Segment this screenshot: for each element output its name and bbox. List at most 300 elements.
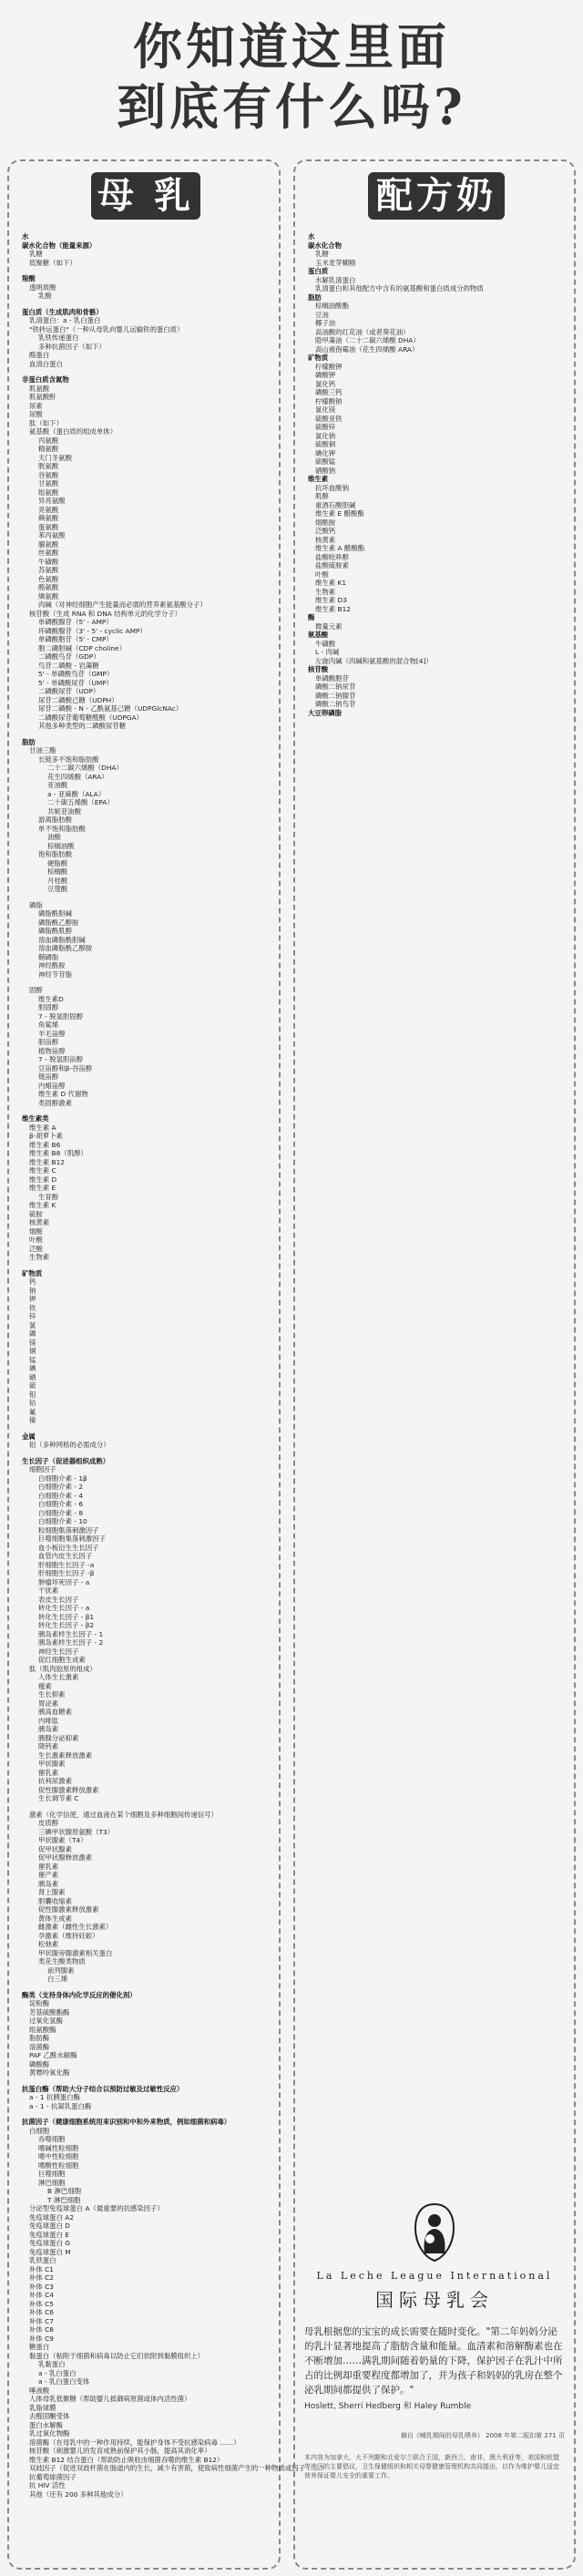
list-spacer [22,2110,271,2118]
list-item: 羊毛甾醇 [38,1029,66,1038]
category-heading: 维生素 [308,475,329,483]
list-item: 补体 C8 [29,2325,54,2334]
list-item: 生物素 [315,587,336,596]
footnote: 本内容为加拿大、大不列颠和北爱尔兰联合王国，新西兰、南非，澳大利亚等，美国和欧盟等地区的主要倡议，卫生保健组织和相关母婴健康管理机构共同提出，以作为维护婴儿适宜营养保证婴儿安全的重要工作。 [304,2454,559,2479]
list-item: 亮氨酸 [38,505,59,514]
list-item: 环磷酸腺苷（3' - 5' - cyclic AMP） [38,626,147,635]
category-heading: 酶 [308,613,315,621]
list-item: 钾 [29,1295,36,1303]
list-item: 唾液酸 [29,2386,50,2395]
list-item: 抗利尿激素 [38,1777,72,1785]
list-item: 免疫球蛋白 M [29,2247,71,2256]
list-item: 磷脂酰肌醇 [38,927,72,935]
list-item: 多种抗菌因子（如下） [38,342,106,351]
list-item: 磷酸二钠尿苷 [315,682,356,691]
list-item: 组氨酸酶 [29,2025,56,2034]
list-item: 豆油 [315,310,329,319]
list-item: 亚油酸 [47,781,68,789]
list-item: 二十二碳六烯酸（DHA） [47,764,123,772]
list-item: 鞘磷脂 [38,952,59,961]
list-item: 促红细胞生成素 [38,1656,86,1664]
list-item: 磷酸酶 [29,2059,50,2068]
list-item: 甘氨酸 [38,479,59,487]
list-item: 肉碱（对神经细胞产生能量而必需的营养素氨基酸分子） [38,600,207,609]
list-item: 二磷酸尿苷葡萄糖醛酸（UDPGA） [38,713,144,722]
list-item: 细胞因子 [29,1465,56,1473]
org-block [304,2202,565,2480]
list-item: 泛酸钙 [315,527,336,535]
list-item: 磷脂酰乙醇胺 [38,918,79,927]
list-item: 促性腺激素释放激素 [38,1905,99,1914]
list-item: 蛋白水解酶 [29,2420,63,2429]
list-item: 钙 [29,1278,36,1286]
list-item: 生长激素释放激素 [38,1750,93,1760]
list-item: 甲状腺素（T4） [38,1836,87,1844]
list-item: 脯氨酸 [38,539,59,549]
list-item: 肿瘤坏死因子 - a [38,1577,90,1586]
list-item: 生物素 [29,1253,50,1261]
list-item: 游离脂肪酸 [38,816,72,824]
list-item: 硒 [29,1372,36,1381]
list-item: 精氨酸 [38,445,59,453]
list-item: 维生素 B12 结合蛋白（帮助防止吸收由细菌吞噬的维生素 B12） [29,2455,224,2464]
list-item: "铁转运蛋白"（一种从母乳向婴儿运输铁的蛋白质） [29,324,184,334]
list-item: 碘 [29,1364,36,1372]
list-spacer [22,1984,271,1991]
list-item: 牛磺酸 [315,639,336,648]
list-item: 乳黏蛋白 [38,2360,66,2368]
list-item: 补体 C7 [29,2316,54,2325]
formula-heading: 配方奶 [368,172,505,220]
list-item: 盐酸吡哆醇 [315,552,349,561]
list-item: 异亮氨酸 [38,497,66,505]
list-item: 双歧因子（促进双歧杆菌在肠道内的生长，减少有害菌，使致病性细菌产生的一种物质或因子 ……） [29,2464,328,2472]
list-item: 维生素 B12 [29,1157,65,1166]
list-item: 隐甲藻油（二十二碳六烯酸 DHA） [315,336,420,344]
list-item: 长链多不饱和脂肪酸 [38,754,99,764]
list-item: 去醛固酮受体 [29,2412,70,2420]
list-item: 黏蛋白（粘附于细菌和病毒以防止它们依附到黏膜组织上） [29,2351,205,2360]
list-item: β-胡萝卜素 [29,1132,63,1140]
list-item: 瘦素 [38,1681,52,1690]
list-item: 磷脂 [29,900,43,909]
list-item: a - 乳白蛋白变体 [38,2377,90,2386]
list-item: 核苷酸（生成 RNA 和 DNA 结构单元的化学分子） [29,609,182,618]
list-spacer [22,1450,271,1457]
list-item: 巨噬细胞集落刺激因子 [38,1534,106,1543]
list-item: 7 - 脱氢胆甾醇 [38,1055,84,1063]
category-heading: 蛋白质（生成肌肉和骨骼） [22,307,103,316]
list-item: 缬氨酸 [38,591,59,600]
list-item: 白细胞介素 - 4 [38,1491,84,1500]
list-item: 锰 [29,1355,36,1364]
list-spacer [22,894,271,901]
list-item: 硫酸锌 [315,423,336,431]
category-heading: 矿物质 [22,1268,43,1278]
list-item: 催乳素 [38,1768,59,1777]
list-item: L - 肉碱 [315,648,340,656]
list-item: 棕榈油酸酯 [315,302,349,310]
list-item: 促甲状腺释放激素 [38,1853,93,1862]
list-item: 补体 C1 [29,2264,54,2273]
list-item: 单不饱和脂肪酸 [38,824,86,833]
list-item: 酪蛋白 [29,351,50,359]
breastmilk-heading: 母 乳 [91,172,200,220]
list-item: 皮质醇 [38,1819,59,1827]
category-heading: 蛋白质 [308,267,329,275]
list-item: 镍 [29,1416,36,1424]
list-item: 乳铁蛋白 [29,2256,56,2264]
list-item: 磷酸二钠鸟苷 [315,700,356,708]
list-item: 促性腺激素释放激素 [38,1785,99,1794]
list-item: 单磷酸胞苷（5' - CMP） [38,635,113,643]
list-item: 其他多种类型的二磷酸尿苷糖 [38,722,127,730]
list-item: 肝细胞生长因子 -β [38,1569,95,1577]
list-item: 苯丙氨酸 [38,531,66,539]
list-item: 磷脂酰胆碱 [38,909,72,918]
list-item: 淀粉酶 [29,1999,50,2007]
list-item: 糖蛋白 [29,2343,50,2351]
list-item: 乳过氧化物酶 [29,2429,70,2437]
list-item: 尿苷二磷酸 - N - 乙酰氨基己糖（UDPGlcNAc） [38,704,183,713]
list-item: 氟 [29,1407,36,1416]
category-heading: 氨基酸 [308,631,329,639]
list-item: 催乳素 [38,1862,59,1871]
list-item: 钼 [29,1390,36,1399]
list-item: 盐酸硫胺素 [315,561,349,570]
list-item: 柠檬酸钾 [315,362,343,371]
list-item: 内啡肽 [38,1716,59,1725]
list-item: 类花生酸类物质 [38,1957,86,1965]
list-item: 胰高血糖素 [38,1708,72,1716]
list-item: 胆囊收缩素 [38,1896,72,1905]
list-item: 乳清蛋白和其他配方中含有的氨基酸和蛋白质成分的物质 [315,284,484,292]
list-item: 钠 [29,1286,36,1295]
list-item: 尿苷二磷酸己糖（UDPH） [38,695,118,704]
list-item: 左旋肉碱（肉碱和氨基酸的混合物[4]） [315,656,433,665]
list-item: 硫 [29,1381,36,1390]
list-item: 内蜡甾醇 [38,1081,66,1090]
list-item: 维生素 D [29,1175,57,1184]
list-item: 铝（多种网格的必需成分） [29,1441,110,1449]
list-item: 胰岛素 [38,1879,59,1888]
list-item: 尿素 [29,401,43,410]
category-heading: 碳水化合物 [308,241,342,250]
category-heading: 抗菌因子（健康细胞系统用来识别和中和外来物质，例如细菌和病毒） [22,2118,231,2126]
list-item: 氯化镁 [315,405,336,414]
list-item: 微量元素 [315,621,343,631]
list-item: T 淋巴细胞 [47,2195,81,2204]
list-item: 白三烯 [47,1975,68,1983]
list-item: 氨基酸（蛋白质的组成单体） [29,427,118,436]
list-item: 白细胞介素 - 1β [38,1473,87,1483]
list-item: 花生四烯酸（ARA） [47,772,108,781]
category-heading: 非蛋白质含氮物 [22,375,69,384]
list-item: 尿酸 [29,410,43,418]
list-item: 白细胞介素 - 6 [38,1500,84,1508]
list-item: 维生素 A [29,1123,56,1132]
list-item: 7 - 脱氢胆固醇 [38,1011,84,1021]
list-item: 油酸 [47,833,61,841]
list-item: 硒酸钠 [315,466,336,475]
list-item: 白细胞介素 - 10 [38,1517,87,1525]
list-item: 肽（肌肉胶原的组成） [29,1664,97,1673]
list-item: 吞噬细胞 [38,2135,66,2143]
list-item: 乳糖 [29,250,43,258]
list-item: 乳酸 [38,292,52,300]
list-item: 补体 C2 [29,2273,54,2282]
list-item: 硫酸铜 [315,440,336,448]
list-item: 其他（还有 200 多种其他成分） [29,2489,128,2499]
list-item: 磷酸二钠腺苷 [315,691,356,700]
list-item: 胰岛素样生长因子 - 2 [38,1638,104,1647]
list-item: 甲状腺素 [38,1760,66,1768]
list-item: 镁 [29,1338,36,1347]
list-item: 雌激素（雌性生长激素） [38,1923,113,1931]
list-item: 角鲨烯 [38,1021,59,1029]
list-item: 核黄素 [29,1218,50,1226]
list-item: 硫酸锰 [315,457,336,466]
list-item: 柠檬酸钠 [315,396,343,405]
list-spacer [22,2078,271,2085]
list-item: 甲状腺旁腺激素相关蛋白 [38,1948,113,1957]
list-item: 二十碳五烯酸（EPA） [47,798,114,806]
list-spacer [22,731,271,738]
category-heading: 核苷酸 [308,665,329,673]
list-item: a - 亚麻酸（ALA） [47,789,106,798]
list-item: 椰子油 [315,319,336,327]
list-item: 抗 HIV 活性 [29,2481,66,2489]
list-item: 粒细胞集落刺激因子 [38,1525,99,1534]
org-name-cn: 国际母乳会 [375,2289,494,2311]
list-item: 激素（化学信使，通过血液在某个细胞及多种细胞间传递信号） [29,1810,218,1819]
list-item: 氯化钠 [315,431,336,440]
list-item: 溶血磷脂酰胆碱 [38,935,86,944]
list-item: 胆固醇 [38,1003,59,1011]
list-item: 植物甾醇 [38,1046,66,1055]
list-item: 神经节苷脂 [38,970,72,979]
list-item: 神经酰胺 [38,961,66,970]
list-item: 月桂酸 [47,876,68,885]
list-item: 烟酸 [29,1226,43,1236]
list-item: 硬脂酸 [47,858,68,867]
list-item: 血小板衍生生长因子 [38,1543,99,1552]
list-item: 磷酸钾 [315,371,336,379]
list-item: 胞二磷胆碱（CDP choline） [38,643,126,652]
list-item: 透明质酸 [29,282,56,292]
list-item: 免疫球蛋白 E [29,2230,69,2239]
list-item: 肌氨酸 [29,384,50,393]
list-item: 前列腺素 [47,1965,75,1975]
list-spacer [22,301,271,308]
list-item: 棕榈酸 [47,867,68,876]
list-item: 5' - 单磷酸尿苷（UMP） [38,678,114,687]
list-spacer [22,1803,271,1811]
list-item: 补体 C9 [29,2334,54,2343]
list-item: 淋巴细胞 [38,2178,66,2187]
list-item: 色氨酸 [38,574,59,583]
list-spacer [22,368,271,375]
list-item: 重酒石酸胆碱 [315,500,356,509]
list-item: 磷酸三钙 [315,388,343,396]
list-item: 免疫球蛋白 G [29,2239,71,2247]
list-item: 肽（如下） [29,418,63,427]
list-item: 胃泌素 [38,1699,59,1708]
list-item: PAF 乙酰水解酶 [29,2051,77,2059]
list-item: 磷 [29,1329,36,1338]
list-item: 分泌型免疫球蛋白 A（最重要的抗感染因子） [29,2204,164,2212]
la-leche-league-logo-icon [410,2202,459,2263]
list-item: 5' - 单磷酸鸟苷（GMP） [38,670,114,678]
list-item: 胆甾醇 [38,1038,59,1046]
list-item: 叶酸 [29,1236,43,1244]
list-item: 维生素 B12 [315,604,351,613]
list-item: 转化生长因子 - β2 [38,1621,95,1629]
list-item: 神经生长因子 [38,1647,79,1656]
list-item: 嗜碱性粒细胞 [38,2143,79,2152]
list-item: B 淋巴细胞 [47,2187,81,2195]
list-item: 天门冬氨酸 [38,453,72,462]
list-item: 单磷酸腺苷（5' - AMP） [38,618,113,626]
list-item: 铁 [29,1303,36,1312]
list-item: 免疫球蛋白 A2 [29,2212,75,2222]
list-item: 组氨酸 [38,487,59,497]
list-item: 维生素 B6 [29,1140,61,1149]
list-item: 丙氨酸 [38,436,59,445]
list-item: 乳脂球膜 [29,2403,56,2412]
category-heading: 酶类（支持身体内化学反应的催化剂） [22,1990,137,1999]
list-item: 转化生长因子 - β1 [38,1612,95,1621]
category-heading: 抗蛋白酶（帮助大分子结合以预防过敏及过敏性反应） [22,2084,184,2093]
list-item: 补体 C4 [29,2291,54,2299]
list-item: 氯 [29,1320,36,1329]
category-heading: 水 [22,232,29,241]
list-item: 维生素 E 醋酸酯 [315,509,364,518]
list-item: 血清白蛋白 [29,359,63,368]
list-item: 维生素 C [29,1166,56,1175]
list-item: 玉米麦芽糊精 [315,258,356,267]
list-item: 人体生长激素 [38,1673,79,1681]
list-item: 表皮生长因子 [38,1595,79,1604]
list-item: 核黄素 [315,535,336,544]
list-item: 碘化钾 [315,448,336,457]
list-item: 固醇 [29,986,43,994]
list-item: 链甾醇 [38,1072,59,1081]
list-item: 肝细胞生长因子 -a [38,1560,95,1569]
title-line-1: 你知道这里面 [133,17,450,76]
list-item: 硫胺 [29,1209,43,1218]
list-item: 苏氨酸 [38,566,59,574]
list-item: 维生素D [38,994,64,1003]
list-item: 牛磺酸 [38,557,59,566]
list-item: 氯化钙 [315,379,336,388]
list-item: 孕激素（维持妊娠） [38,1931,99,1940]
list-item: 三碘甲状腺原氨酸（T3） [38,1827,115,1836]
list-item: 水解乳清蛋白 [315,275,356,284]
list-item: 降钙素 [38,1742,59,1750]
list-item: 低聚糖（如下） [29,258,77,267]
category-heading: 脂肪 [308,292,322,302]
list-item: 蛋氨酸 [38,522,59,531]
quote-credit: Hoslett, Sherri Hedberg 和 Haley Rumble [304,2402,472,2411]
list-item: 补体 C6 [29,2308,54,2316]
list-item: 白细胞介素 - 2 [38,1483,84,1491]
list-item: 补体 C3 [29,2282,54,2291]
list-item: 维生素 D 代谢物 [38,1090,88,1098]
list-item: 生长调节素 C [38,1794,79,1802]
category-heading: 水 [308,232,315,241]
list-item: 肾上腺素 [38,1888,66,1896]
formula-column [293,159,576,2570]
list-item: 巨噬细胞 [38,2170,66,2178]
category-heading: 脂肪 [22,737,36,746]
list-item: 维生素 B8（肌醇） [29,1149,87,1157]
list-item: 生长抑素 [38,1690,66,1699]
list-item: 转化生长因子 - a [38,1604,90,1612]
list-item: 乳清蛋白：a - 乳白蛋白 [29,316,101,324]
list-item: 维生素 D3 [315,596,347,604]
list-item: 抗坏血酸钠 [315,483,349,492]
category-heading: 大豆卵磷脂 [308,708,342,717]
list-item: 血管内皮生长因子 [38,1552,93,1560]
list-item: 赖氨酸 [38,514,59,522]
list-item: 硫酸亚铁 [315,414,343,423]
list-item: 胰岛素样生长因子 - 1 [38,1629,104,1638]
category-heading: 矿物质 [308,354,329,362]
list-item: a - 乳白蛋白 [38,2368,77,2377]
list-item: a - 1 抗胰蛋白酶 [29,2093,80,2101]
category-heading: 生长因子（促进器组织成熟） [22,1456,110,1465]
list-item: 嗜中性粒细胞 [38,2152,79,2160]
list-item: 催产素 [38,1871,59,1879]
title-line-2: 到底有什么吗? [117,77,466,136]
list-item: 钴 [29,1399,36,1407]
list-item: 铜 [29,1347,36,1355]
list-item: 生育酚 [38,1192,59,1201]
list-item: 促甲状腺素 [38,1844,72,1853]
list-item: 免疫球蛋白 D [29,2222,70,2230]
category-heading: 羧酸 [22,274,36,282]
list-item: 维生素 A 醋酸酯 [315,544,365,552]
list-item: 肌醇 [315,492,329,500]
list-item: 豆蔻酸 [47,885,68,893]
list-item: 高油酸的红花油（或者葵花油） [315,327,410,336]
list-item: 干扰素 [38,1586,59,1595]
list-item: 甘油三酯 [29,746,56,754]
list-item: 维生素 E [29,1184,56,1192]
list-item: 共轭亚油酸 [47,806,81,816]
list-item: 高山被孢霉油（花生四烯酸 ARA） [315,344,419,354]
category-heading: 碳水化合物（能量来源） [22,241,97,250]
list-item: 乳铁传递蛋白 [38,334,79,342]
list-item: 谷氨酸 [38,470,59,479]
list-spacer [22,1262,271,1269]
list-spacer [22,979,271,986]
list-item: 脂肪酶 [29,2034,50,2042]
list-item: 嗜酸性粒细胞 [38,2160,79,2170]
list-item: 乳糖 [315,250,329,258]
list-item: 叶酸 [315,570,329,579]
list-item: 单磷酸胞苷 [315,673,349,682]
formula-ingredient-list [308,232,567,717]
list-item: 二磷酸鸟苷（GDP） [38,652,100,661]
list-item: 丝氨酸 [38,549,59,557]
list-item: 人体母乳低聚糖（帮助婴儿抵御病原菌或体内活性菌） [29,2395,191,2403]
list-spacer [22,1107,271,1114]
list-item: 白细胞 [29,2126,50,2135]
list-spacer [22,267,271,274]
list-item: 黄嘌呤氧化酶 [29,2068,70,2077]
